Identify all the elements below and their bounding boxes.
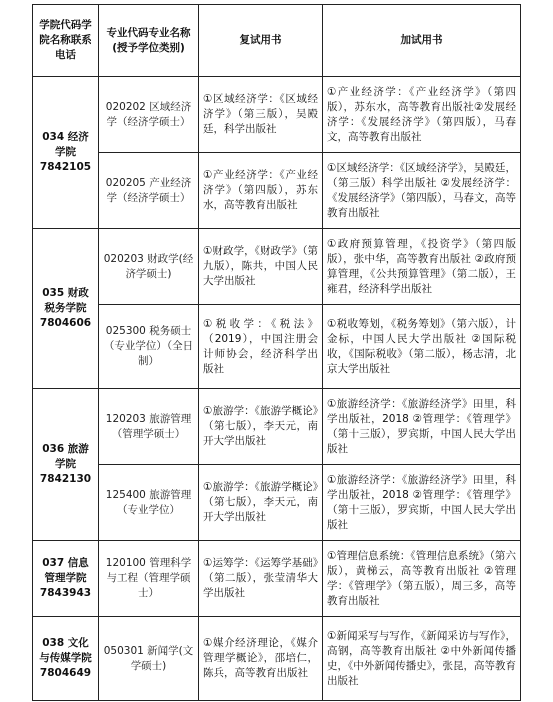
major-cell: 020203 财政学(经济学硕士) [99,229,199,305]
extra-cell: ①旅游经济学：《旅游经济学》田里，科学出版社，2018 ②管理学：《管理学》（第十三版），罗宾斯，中国人民大学出版社 [323,465,521,541]
college-phone: 7843943 [39,587,92,599]
table-row [33,389,521,465]
college-cell [33,389,99,541]
header-retest: 复试用书 [199,5,323,77]
table-row [33,305,521,389]
book-table [32,4,521,701]
header-college: 学院代码学院名称联系电话 [33,5,99,77]
table-row [33,465,521,541]
table-row [33,229,521,305]
major-cell: 025300 税务硕士（专业学位）（全日制） [99,305,199,389]
retest-cell: ①旅游学：《旅游学概论》（第七版），李天元，南开大学出版社 [199,465,323,541]
major-cell: 020205 产业经济学（经济学硕士） [99,153,199,229]
header-extra: 加试用书 [323,5,521,77]
major-cell: 120203 旅游管理（管理学硕士） [99,389,199,465]
retest-cell: ①产业经济学：《产业经济学》（第四版），苏东水，高等教育出版社 [199,153,323,229]
table-row [33,77,521,153]
college-phone: 7842130 [39,473,92,485]
retest-cell: ①税收学：《税法》（2019），中国注册会计师协会，经济科学出版社 [199,305,323,389]
table-row [33,617,521,701]
extra-cell: ①管理信息系统：《管理信息系统》（第六版），黄梯云，高等教育出版社 ②管理学：《管理学》（第五版），周三多，高等教育出版社 [323,541,521,617]
college-phone: 7842105 [39,161,92,173]
table-row [33,153,521,229]
college-phone: 7804606 [39,317,92,329]
header-row [33,5,521,77]
major-cell: 020202 区域经济学（经济学硕士） [99,77,199,153]
extra-cell: ①区域经济学：《区域经济学》，吴殿廷，（第三版）科学出版社 ②发展经济学：《发展经济学》（第四版），马春文，高等教育出版社 [323,153,521,229]
table-row [33,541,521,617]
extra-cell: ①税收筹划，《税务筹划》（第六版），计金标，中国人民大学出版社 ②国际税收，《国际税收》（第二版），杨志清，北京大学出版社 [323,305,521,389]
retest-cell: ①旅游学：《旅游学概论》（第七版），李天元，南开大学出版社 [199,389,323,465]
retest-cell: ①区域经济学：《区域经济学》（第三版），吴殿廷，科学出版社 [199,77,323,153]
college-cell [33,617,99,701]
retest-cell: ①运筹学：《运筹学基础》（第二版），张莹清华大学出版社 [199,541,323,617]
extra-cell: ①新闻采写与写作，《新闻采访与写作》，高钢，高等教育出版社 ②中外新闻传播史，《中外新闻传播史》，张昆，高等教育出版社 [323,617,521,701]
college-name: 034 经济学院 [42,131,89,158]
college-cell [33,229,99,389]
college-cell [33,541,99,617]
college-cell [33,77,99,229]
college-name: 037 信息管理学院 [42,557,89,584]
extra-cell: ①旅游经济学：《旅游经济学》田里，科学出版社，2018 ②管理学：《管理学》（第十三版），罗宾斯，中国人民大学出版社 [323,389,521,465]
major-cell: 050301 新闻学(文学硕士) [99,617,199,701]
college-phone: 7804649 [39,667,92,679]
college-name: 035 财政税务学院 [42,287,89,314]
major-cell: 120100 管理科学与工程（管理学硕士） [99,541,199,617]
college-name: 038 文化与传媒学院 [39,637,92,664]
retest-cell: ①财政学，《财政学》（第九版），陈共，中国人民大学出版社 [199,229,323,305]
major-cell: 125400 旅游管理（专业学位） [99,465,199,541]
header-major: 专业代码专业名称(授予学位类别) [99,5,199,77]
extra-cell: ①政府预算管理，《投资学》（第四版版），张中华，高等教育出版社 ②政府预算管理，《公共预算管理》（第二版），王雍君，经济科学出版社 [323,229,521,305]
retest-cell: ①媒介经济理论，《媒介管理学概论》，邵培仁，陈兵，高等教育出版社 [199,617,323,701]
college-name: 036 旅游学院 [42,443,89,470]
extra-cell: ①产业经济学：《产业经济学》（第四版），苏东水，高等教育出版社②发展经济学：《发展经济学》（第四版），马春文，高等教育出版社 [323,77,521,153]
